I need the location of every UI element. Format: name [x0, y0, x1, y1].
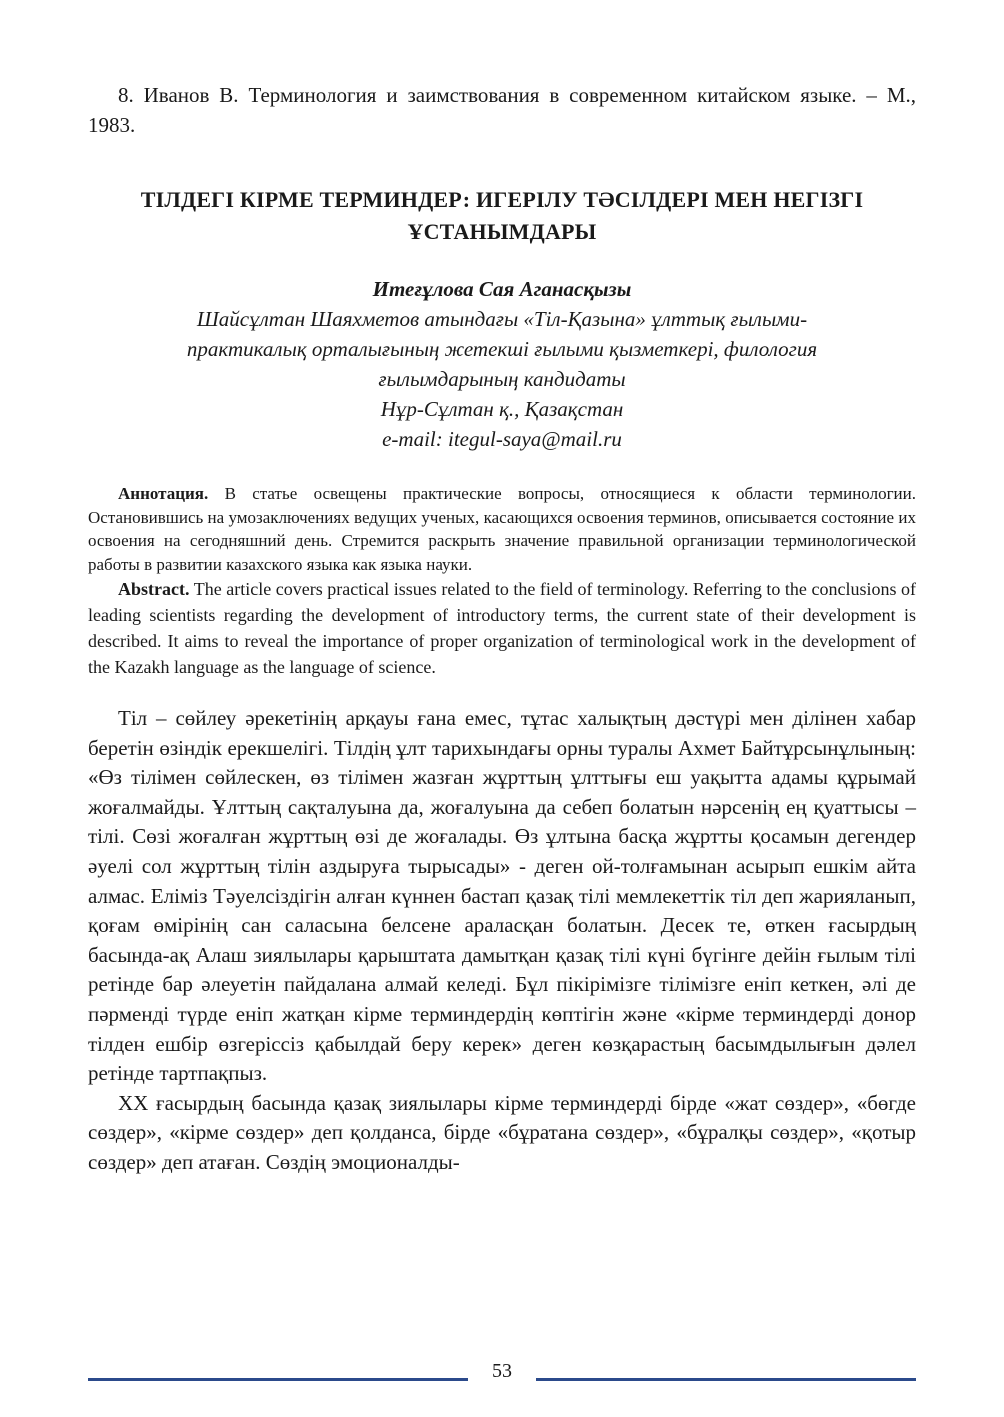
page-number: 53	[492, 1360, 512, 1382]
page-content	[88, 80, 916, 1178]
author-affiliation-1: Шайсұлтан Шаяхметов атындағы «Тіл-Қазына» ұлттық ғылыми-	[196, 307, 808, 331]
reference-item: 8. Иванов В. Терминология и заимствования в современном китайском языке. – М., 1983.	[88, 83, 916, 137]
author-email: e-mail: itegul-saya@mail.ru	[382, 427, 622, 451]
annotation-label: Аннотация.	[118, 484, 209, 503]
abstracts-section	[88, 482, 916, 680]
abstract-label: Abstract.	[118, 579, 190, 599]
author-affiliation-3: ғылымдарының кандидаты	[378, 367, 626, 391]
annotation-text: В статье освещены практические вопросы, относящиеся к области терминологии. Остановившись на умозаключениях ведущих ученых, касающихся освоения терминов, описывается состояние их освоения на сегодняшний день. Стремится раскрыть значение правильной организации терминологической работы в развитии казахского языка как языка науки.	[88, 484, 916, 574]
author-city: Нұр-Сұлтан қ., Қазақстан	[380, 397, 624, 421]
annotation-paragraph	[88, 482, 916, 576]
page-footer	[88, 1360, 916, 1396]
author-block	[88, 274, 916, 454]
author-name: Итеғұлова Сая Аганасқызы	[372, 277, 632, 301]
footer-rule-right	[536, 1378, 916, 1381]
article-title	[88, 184, 916, 248]
title-line-1: ТІЛДЕГІ КІРМЕ ТЕРМИНДЕР: ИГЕРІЛУ ТӘСІЛДЕРІ МЕН НЕГІЗГІ	[140, 187, 864, 212]
body-paragraph-2: XX ғасырдың басында қазақ зиялылары кірме терминдерді бірде «жат сөздер», «бөгде сөздер», «кірме сөздер» деп қолданса, бірде «бұратана сөздер», «бұралқы сөздер», «қотыр сөздер» деп атаған. Сөздің эмоционалды-	[88, 1090, 916, 1174]
abstract-paragraph	[88, 576, 916, 680]
author-affiliation-2: практикалық орталығының жетекші ғылыми қызметкері, филология	[186, 337, 818, 361]
abstract-text: The article covers practical issues related to the field of terminology. Referring to the conclusions of leading scientists regarding the development of introductory terms, the current state of their development is described. It aims to reveal the importance of proper organization of terminological work in the development of the Kazakh language as the language of science.	[88, 579, 916, 677]
title-line-2: ҰСТАНЫМДАРЫ	[407, 219, 597, 244]
body-paragraph-1: Тіл – сөйлеу әрекетінің арқауы ғана емес, тұтас халықтың дәстүрі мен ділінен хабар беретін өзіндік ерекшелігі. Тілдің ұлт тарихындағы орны туралы Ахмет Байтұрсынұлының: «Өз тілімен сөйлескен, өз тілімен жазған жұрттың ұлттығы еш уақытта адамы құрымай жоғалмайды. Ұлттың сақталуына да, жоғалуына да себеп болатын нәрсенің ең қуаттысы – тілі. Сөзі жоғалған жұрттың өзі де жоғалады. Өз ұлтына басқа жұртты қосамын дегендер әуелі сол жұрттың тілін аздыруға тырысады» - деген ой-толғамынан асырып ешкім айта алмас. Еліміз Тәуелсіздігін алған күннен бастап қазақ тілі мемлекеттік тіл деп жарияланып, қоғам өмірінің сан саласына белсене араласқан болатын. Десек те, өткен ғасырдың басында-ақ Алаш зиялылары қарыштата дамытқан қазақ тілі күні бүгінге дейін ғылым тілі ретінде бар әлеуетін пайдалана алмай келеді. Бұл пікірімізге тілімізге еніп кеткен, әлі де пәрменді түрде еніп жатқан кірме терминдердің көптігін және «кірме терминдерді донор тілден ешбір өзгеріссіз қабылдай беру керек» деген көзқарастың басымдылығын дәлел ретінде тартпақпыз.	[88, 706, 916, 1086]
body-text	[88, 704, 916, 1178]
